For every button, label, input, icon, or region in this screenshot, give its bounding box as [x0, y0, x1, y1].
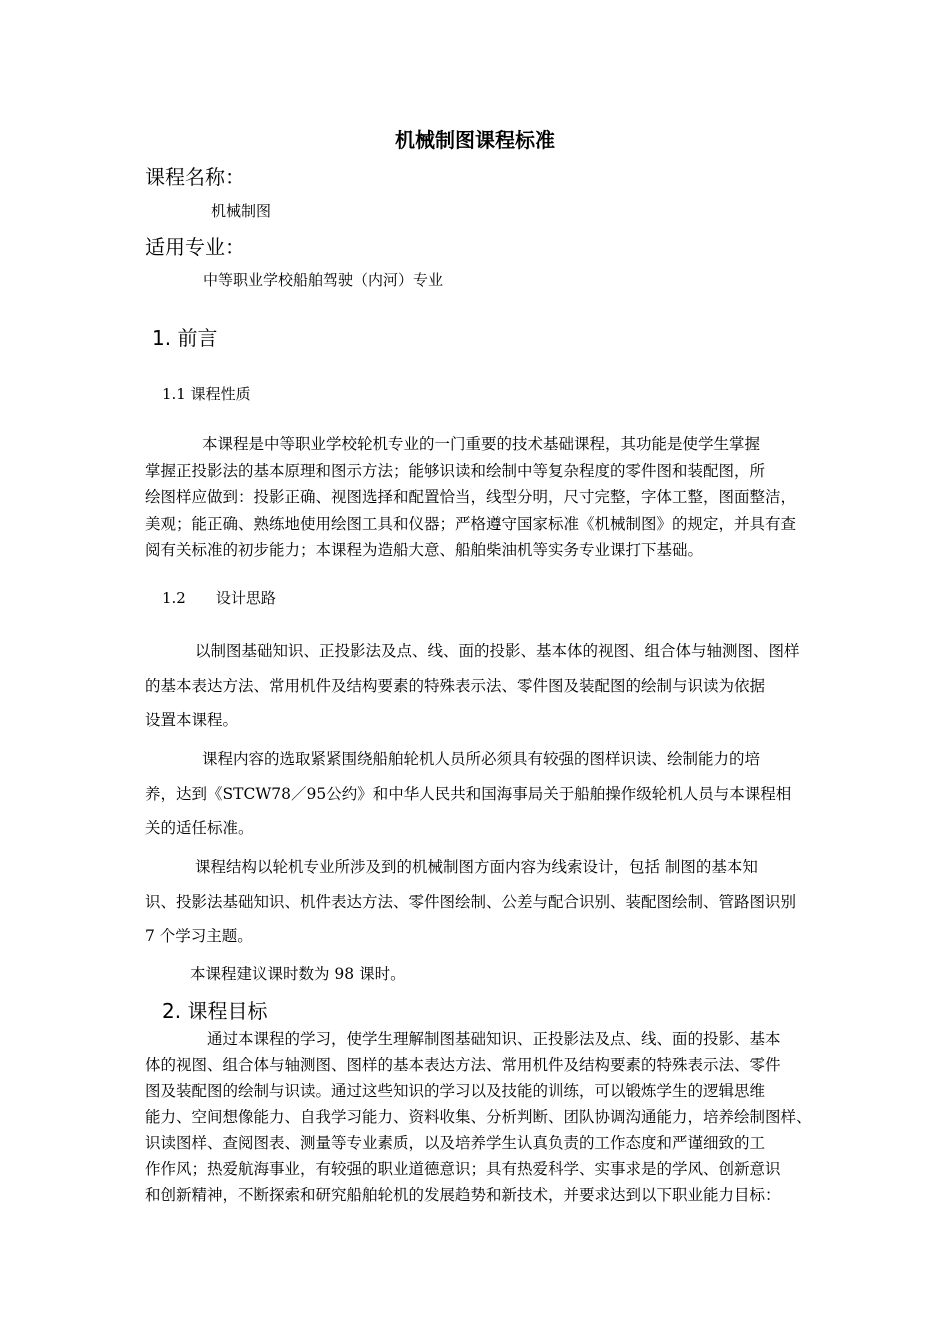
section-1-2-paragraph-3	[145, 850, 825, 954]
paragraph-line: 以制图基础知识、正投影法及点、线、面的投影、基本体的视图、组合体与轴测图、图样	[195, 642, 800, 660]
paragraph-line: 和创新精神，不断探索和研究船舶轮机的发展趋势和新技术，并要求达到以下职业能力目标：	[145, 1186, 781, 1204]
paragraph-line: 阅有关标准的初步能力；本课程为造船大意、船舶柴油机等实务专业课打下基础。	[145, 541, 704, 559]
major-value: 中等职业学校船舶驾驶（内河）专业	[203, 271, 444, 289]
paragraph-line: 美观；能正确、熟练地使用绘图工具和仪器；严格遵守国家标准《机械制图》的规定，并具有查	[145, 514, 797, 533]
section-1-1-heading: 1.1 课程性质	[162, 385, 251, 403]
section-1-2-paragraph-2	[145, 742, 825, 846]
section-1-2-heading: 1.2 设计思路	[162, 589, 276, 607]
section-2-heading: 2. 课程目标	[162, 999, 268, 1023]
paragraph-line: 图及装配图的绘制与识读。通过这些知识的学习以及技能的训练，可以锻炼学生的逻辑思维	[145, 1082, 766, 1100]
section-1-1-paragraph	[145, 431, 825, 564]
paragraph-line: 绘图样应做到：投影正确、视图选择和配置恰当，线型分明，尺寸完整，字体工整，图面整洁，	[145, 488, 797, 506]
paragraph-line: 课程结构以轮机专业所涉及到的机械制图方面内容为线索设计，包括 制图的基本知	[195, 858, 758, 876]
paragraph-line: 关的适任标准。	[145, 819, 254, 837]
paragraph-line: 7 个学习主题。	[145, 927, 253, 945]
section-2-paragraph	[145, 1026, 825, 1208]
paragraph-line: 通过本课程的学习，使学生理解制图基础知识、正投影法及点、线、面的投影、基本	[207, 1030, 781, 1048]
section-1-2-paragraph-4: 本课程建议课时数为 98 课时。	[190, 965, 406, 983]
major-label: 适用专业：	[145, 235, 245, 259]
course-name-label: 课程名称：	[145, 165, 245, 189]
document-title: 机械制图课程标准	[395, 128, 555, 152]
paragraph-line: 养，达到《STCW78／95公约》和中华人民共和国海事局关于船舶操作级轮机人员与本课程相	[145, 784, 792, 803]
course-name-value: 机械制图	[211, 202, 272, 220]
paragraph-line: 掌握正投影法的基本原理和图示方法；能够识读和绘制中等复杂程度的零件图和装配图，所	[145, 461, 766, 480]
paragraph-line: 能力、空间想像能力、自我学习能力、资料收集、分析判断、团队协调沟通能力，培养绘制图样、	[145, 1108, 812, 1126]
paragraph-line: 本课程是中等职业学校轮机专业的一门重要的技术基础课程，其功能是使学生掌握	[202, 435, 761, 453]
paragraph-line: 设置本课程。	[145, 711, 239, 729]
section-1-heading: 1. 前言	[152, 326, 218, 350]
paragraph-line: 识、投影法基础知识、机件表达方法、零件图绘制、公差与配合识别、装配图绘制、管路图识别	[145, 892, 797, 911]
paragraph-line: 体的视图、组合体与轴测图、图样的基本表达方法、常用机件及结构要素的特殊表示法、零件	[145, 1056, 781, 1074]
section-1-2-paragraph-1	[145, 634, 825, 738]
paragraph-line: 识读图样、查阅图表、测量等专业素质，以及培养学生认真负责的工作态度和严谨细致的工	[145, 1134, 766, 1152]
paragraph-line: 作作风；热爱航海事业，有较强的职业道德意识；具有热爱科学、实事求是的学风、创新意识	[145, 1160, 781, 1178]
paragraph-line: 课程内容的选取紧紧围绕船舶轮机人员所必须具有较强的图样识读、绘制能力的培	[202, 750, 761, 768]
paragraph-line: 的基本表达方法、常用机件及结构要素的特殊表示法、零件图及装配图的绘制与识读为依据	[145, 676, 766, 695]
